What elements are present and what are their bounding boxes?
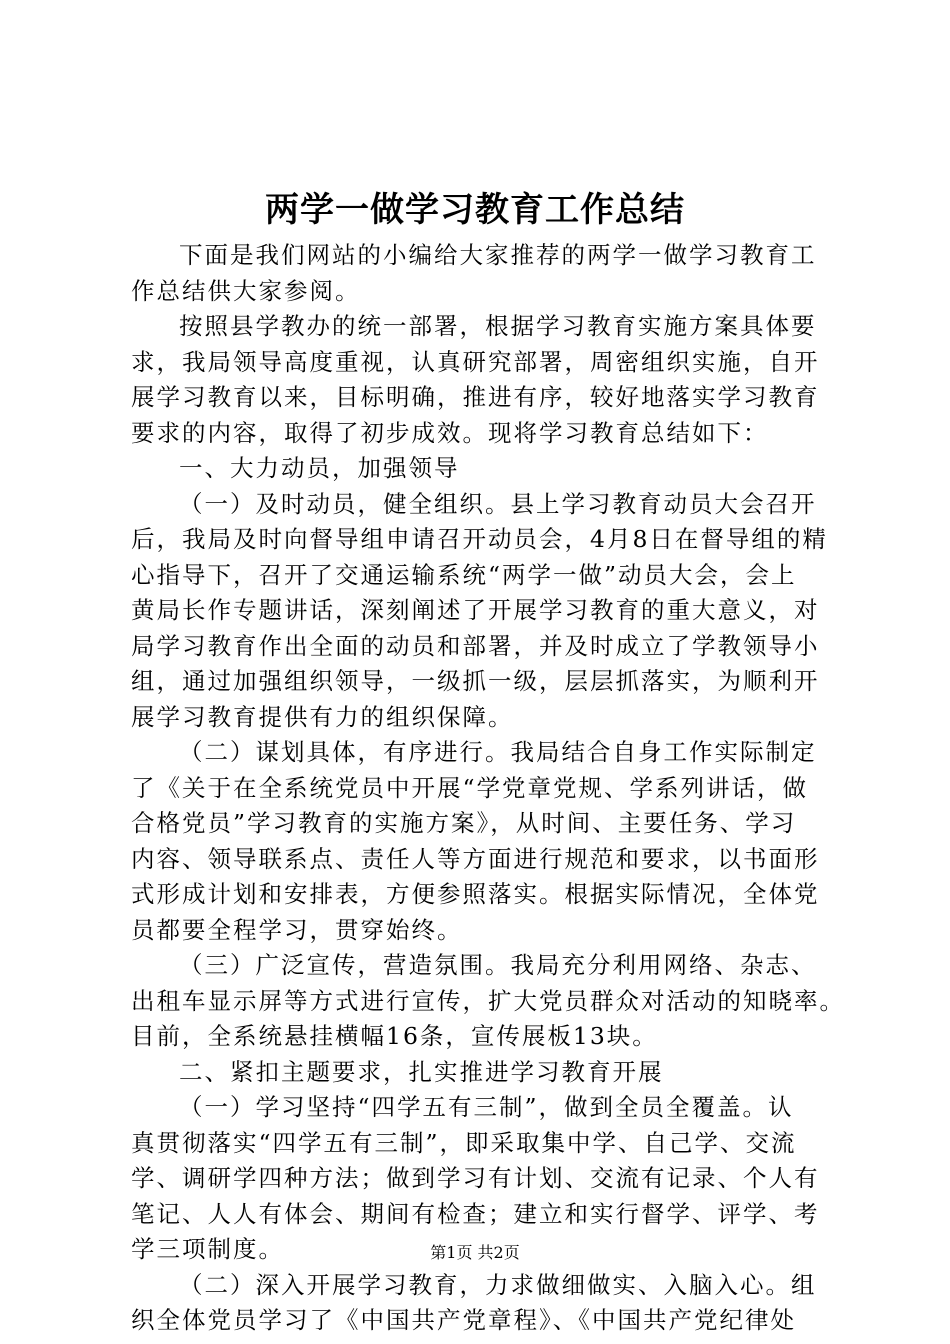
document-title: 两学一做学习教育工作总结 [265,190,685,230]
text-line: 一、大力动员，加强领导 [179,454,460,482]
text-line: 求，我局领导高度重视，认真研究部署，周密组织实施，自开 [131,347,820,376]
text-line: 了《关于在全系统党员中开展“学党章党规、学系列讲话，做 [131,773,809,802]
text-line: 员都要全程学习，贯穿始终。 [131,915,463,944]
text-line: 展学习教育以来，目标明确，推进有序，较好地落实学习教育 [131,383,820,411]
text-line: （三）广泛宣传，营造氛围。我局充分利用网络、杂志、 [179,951,817,979]
page-footer: 第1页 共2页 [430,1243,520,1262]
text-line: 后，我局及时向督导组申请召开动员会，4月8日在督导组的精 [131,525,828,553]
text-line: 内容、领导联系点、责任人等方面进行规范和要求，以书面形 [131,844,820,873]
text-line: 学三项制度。 [131,1235,284,1263]
text-line: 出租车显示屏等方式进行宣传，扩大党员群众对活动的知晓率。 [131,986,845,1015]
text-line: 局学习教育作出全面的动员和部署，并及时成立了学教领导小 [131,631,820,660]
text-line: 展学习教育提供有力的组织保障。 [131,702,514,731]
text-line: 真贯彻落实“四学五有三制”，即采取集中学、自己学、交流 [131,1128,797,1157]
text-line: （二）深入开展学习教育，力求做细做实、入脑入心。组 [179,1270,817,1299]
text-line: 二、紧扣主题要求，扎实推进学习教育开展 [179,1057,664,1086]
text-line: （二）谋划具体，有序进行。我局结合自身工作实际制定 [179,738,817,766]
text-line: 下面是我们网站的小编给大家推荐的两学一做学习教育工 [179,241,817,269]
text-line: 目前，全系统悬挂横幅16条，宣传展板13块。 [131,1022,658,1050]
text-line: 织全体党员学习了《中国共产党章程》、《中国共产党纪律处 [131,1306,796,1334]
text-line: 要求的内容，取得了初步成效。现将学习教育总结如下： [131,418,769,447]
text-line: （一）及时动员，健全组织。县上学习教育动员大会召开 [179,489,817,518]
text-line: （一）学习坚持“四学五有三制”，做到全员全覆盖。认 [179,1093,794,1121]
text-line: 作总结供大家参阅。 [131,276,361,305]
text-line: 组，通过加强组织领导，一级抓一级，层层抓落实，为顺利开 [131,667,820,695]
text-line: 合格党员”学习教育的实施方案》，从时间、主要任务、学习 [131,809,797,837]
text-line: 学、调研学四种方法；做到学习有计划、交流有记录、个人有 [131,1164,820,1192]
text-line: 式形成计划和安排表，方便参照落实。根据实际情况，全体党 [131,880,820,908]
text-line: 按照县学教办的统一部署，根据学习教育实施方案具体要 [179,312,817,340]
text-line: 笔记、人人有体会、期间有检查；建立和实行督学、评学、考 [131,1199,820,1228]
document-body [131,238,847,1339]
text-line: 黄局长作专题讲话，深刻阐述了开展学习教育的重大意义，对 [131,596,820,624]
text-line: 心指导下，召开了交通运输系统“两学一做”动员大会，会上 [131,560,797,589]
